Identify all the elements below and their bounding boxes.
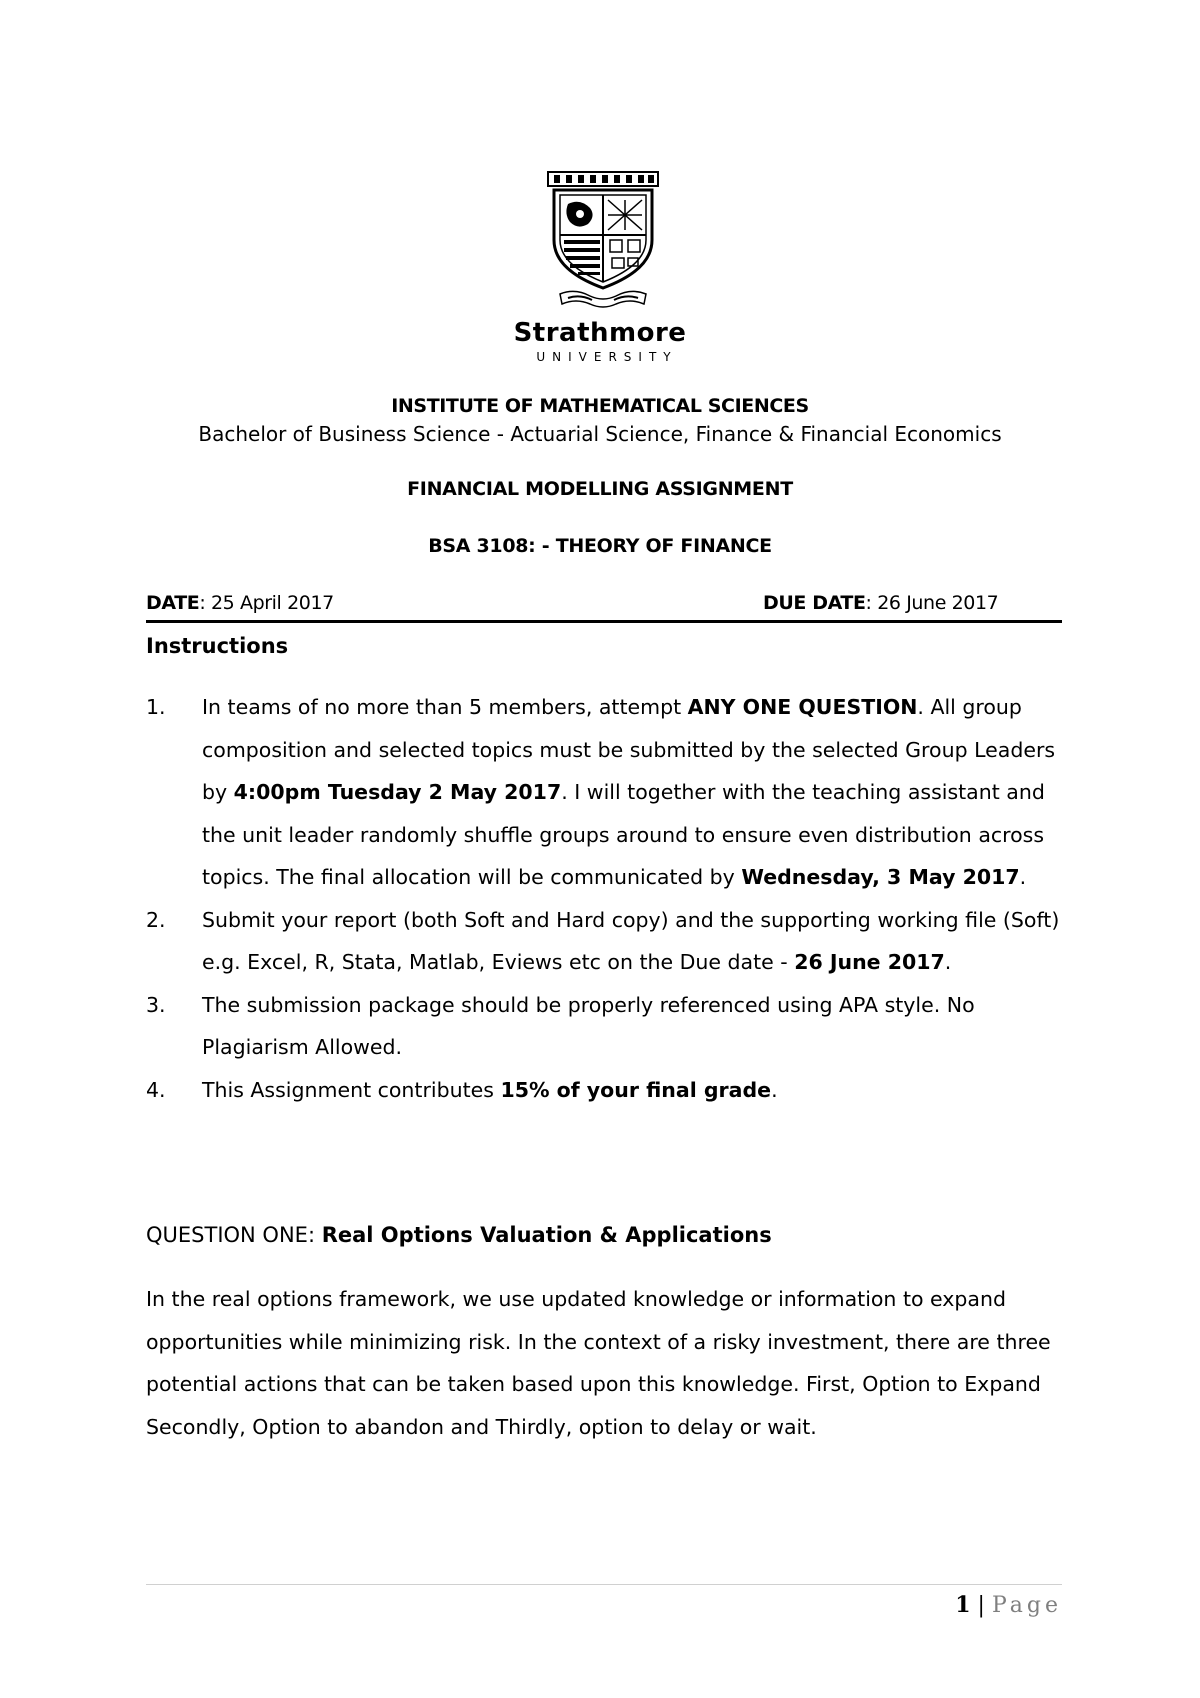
date-row	[146, 592, 1062, 623]
page-label: Page	[991, 1593, 1062, 1618]
question-one-heading	[146, 1223, 772, 1247]
course-title: BSA 3108: - THEORY OF FINANCE	[428, 535, 772, 557]
bold-run: ANY ONE QUESTION	[687, 695, 918, 719]
instructions-list	[146, 686, 1066, 1111]
university-subtitle: UNIVERSITY	[536, 350, 678, 364]
issue-date-label: DATE	[146, 592, 200, 614]
instructions-heading: Instructions	[146, 634, 289, 658]
text-run: Submit your report (both Soft and Hard copy) and the supporting working file (Soft) e.g. Excel, R, Stata, Matlab, Eviews etc on the Due date -	[202, 907, 1060, 974]
list-item	[146, 686, 1066, 899]
assignment-title: FINANCIAL MODELLING ASSIGNMENT	[407, 478, 793, 500]
text-run: . All group composition and selected topics must be submitted by the selected Group Leaders by	[202, 695, 1056, 804]
due-date-label: DUE DATE	[763, 592, 866, 614]
strathmore-crest-logo	[540, 170, 665, 310]
due-date	[763, 592, 998, 614]
text-run: .	[1019, 865, 1027, 889]
issue-date	[146, 592, 334, 614]
page-number: 1	[955, 1592, 971, 1618]
programme-name: Bachelor of Business Science - Actuarial Science, Finance & Financial Economics	[198, 422, 1002, 446]
issue-date-value: : 25 April 2017	[199, 592, 334, 614]
question-one-body: In the real options framework, we use updated knowledge or information to expand opportunities while minimizing risk. In the context of a risky investment, there are three potential actions that can be taken based upon this knowledge. First, Option to Expand Secondly, Option to abandon and Thirdly, option to delay or wait.	[146, 1287, 1051, 1439]
bold-run: Wednesday, 3 May 2017	[741, 865, 1020, 889]
bold-run: 26 June 2017	[794, 950, 945, 974]
list-item-number: 2.	[146, 907, 166, 932]
page-separator: |	[977, 1593, 985, 1618]
text-run: In teams of no more than 5 members, attempt	[202, 695, 688, 719]
question-separator: :	[307, 1223, 322, 1247]
question-title: Real Options Valuation & Applications	[321, 1223, 772, 1247]
list-item-number: 3.	[146, 992, 166, 1017]
text-run: .	[771, 1077, 778, 1102]
page-footer	[955, 1592, 1062, 1618]
list-item-text: The submission package should be properly referenced using APA style. No Plagiarism Allowed.	[202, 992, 975, 1059]
list-item-number: 4.	[146, 1077, 166, 1102]
list-item-text	[202, 695, 1055, 889]
due-date-value: : 26 June 2017	[865, 592, 999, 614]
university-name: Strathmore	[513, 318, 687, 348]
list-item	[146, 984, 1066, 1069]
institute-title: INSTITUTE OF MATHEMATICAL SCIENCES	[391, 395, 809, 417]
text-run: .	[944, 950, 952, 974]
question-label: QUESTION ONE	[146, 1223, 308, 1247]
list-item-text	[202, 908, 1059, 975]
list-item-number: 1.	[146, 695, 166, 719]
list-item	[146, 1069, 1066, 1112]
list-item	[146, 899, 1066, 984]
bold-run: 15% of your final grade	[500, 1077, 772, 1102]
text-run: . I will together with the teaching assistant and the unit leader randomly shuffle groups around to ensure even distribution across topics. The final allocation will be communicated by	[202, 780, 1045, 889]
bold-run: 4:00pm Tuesday 2 May 2017	[233, 780, 562, 804]
text-run: This Assignment contributes	[202, 1077, 501, 1102]
list-item-text	[202, 1078, 778, 1102]
footer-divider	[146, 1584, 1062, 1585]
